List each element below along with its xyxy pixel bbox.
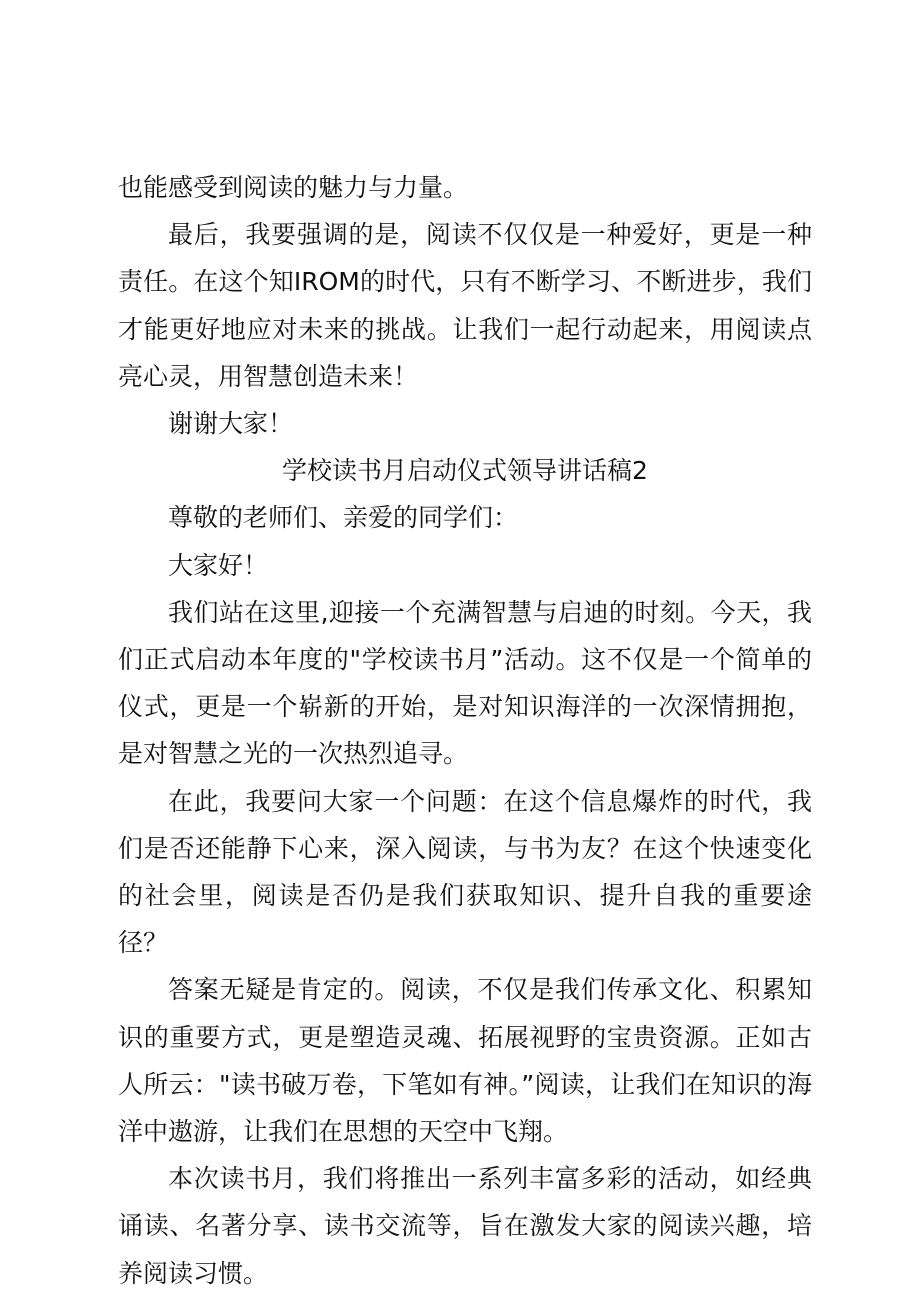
speech-title: 学校读书月启动仪式领导讲话稿2 (282, 456, 648, 486)
paragraph-continuation: 也能感受到阅读的魅力与力量。 (118, 173, 469, 202)
paragraph-greeting: 大家好！ (168, 550, 269, 580)
paragraph-activities: 本次读书月，我们将推出一系列丰富多彩的活动，如经典诵读、名著分享、读书交流等，旨在激发大家的阅读兴趣，培养阅读习惯。 (118, 1164, 812, 1288)
paragraph-opening: 我们站在这里,迎接一个充满智慧与启迪的时刻。今天，我们正式启动本年度的"学校读书月”活动。这不仅是一个简单的仪式，更是一个崭新的开始，是对知识海洋的一次深情拥抱，是对智慧之光的一次热烈追寻。 (118, 597, 812, 769)
paragraph-salutation: 尊敬的老师们、亲爱的同学们： (168, 503, 519, 533)
paragraph-closing-remarks: 最后，我要强调的是，阅读不仅仅是一种爱好，更是一种责任。在这个知IROM的时代，只有不断学习、不断进步，我们才能更好地应对未来的挑战。让我们一起行动起来，用阅读点亮心灵，用智慧创造未来！ (118, 220, 812, 391)
paragraph-thanks: 谢谢大家！ (168, 409, 294, 439)
paragraph-answer: 答案无疑是肯定的。阅读，不仅是我们传承文化、积累知识的重要方式，更是塑造灵魂、拓展视野的宝贵资源。正如古人所云："读书破万卷，下笔如有神。”阅读，让我们在知识的海洋中遨游，让我们在思想的天空中飞翔。 (118, 975, 812, 1147)
paragraph-question: 在此，我要问大家一个问题：在这个信息爆炸的时代，我们是否还能静下心来，深入阅读，与书为友？在这个快速变化的社会里，阅读是否仍是我们获取知识、提升自我的重要途径？ (118, 786, 812, 958)
document-body (118, 164, 812, 1297)
